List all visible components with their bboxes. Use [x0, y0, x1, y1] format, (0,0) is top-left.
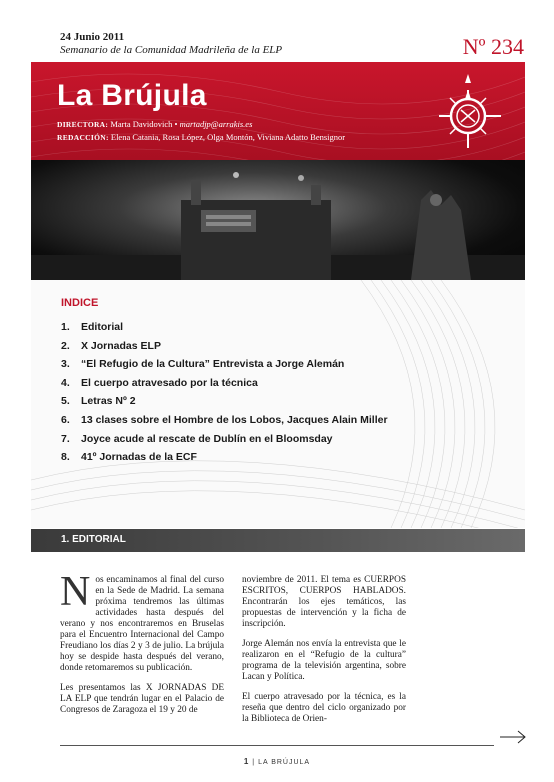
index-section — [31, 280, 525, 528]
section-header-editorial — [31, 529, 525, 552]
index-item-editorial[interactable]: 1. Editorial — [61, 321, 124, 333]
compass-rose-icon — [425, 68, 511, 154]
director-line — [57, 118, 345, 131]
article-paragraph: Jorge Alemán nos envía la entrevista que le realizaron en el “Refugio de la cultura” programa de la televisión argentina, sobre Lacan y Política. — [242, 639, 406, 682]
article-paragraph: Les presentamos las X JORNADAS DE LA ELP que tendrán lugar en el Palacio de Congresos de Zaragoza el 19 y 20 de — [60, 683, 224, 715]
section-title: 1. EDITORIAL — [61, 534, 126, 545]
header-photo — [31, 160, 525, 280]
footer-separator: | — [252, 759, 256, 766]
redaccion-names: Elena Catania, Rosa López, Olga Montón, Viviana Adatto Bensignor — [110, 132, 346, 142]
masthead-banner — [31, 62, 525, 160]
article-column-2 — [242, 575, 406, 734]
masthead-credits — [57, 118, 345, 144]
director-label: DIRECTORA: — [57, 120, 109, 129]
article-paragraph: El cuerpo atravesado por la técnica, es la reseña que dentro del ciclo organizado por la Biblioteca de Orien- — [242, 692, 406, 724]
index-list — [61, 318, 388, 467]
dropcap: N — [60, 569, 91, 615]
article-paragraph: Nos encaminamos al final del curso en la Sede de Madrid. La semana próxima tendremos las últimas actividades hasta después del verano y nos encontraremos en Bruselas para el Encuentro Internacional del Campo Freudiano los días 2 y 3 de julio. La brújula hoy se despide hasta después del verano, donde retomaremos su publicación. — [60, 569, 224, 673]
publication-subtitle: Semanario de la Comunidad Madrileña de la ELP — [60, 44, 283, 56]
index-item-joyce-bloomsday[interactable]: 7. Joyce acude al rescate de Dublín en el Bloomsday — [61, 432, 333, 445]
redaccion-label: REDACCIÓN: — [57, 133, 109, 142]
director-name: Marta Davidovich • — [110, 119, 178, 129]
page-footer — [0, 757, 554, 766]
index-item-jornadas-ecf[interactable]: 8. 41º Jornadas de la ECF — [61, 451, 197, 464]
article-paragraph: noviembre de 2011. El tema es CUERPOS ESCRITOS, CUERPOS HABLADOS. Encontrarán los ejes temáticos, las propuestas de intervención y la ficha de inscripción. — [242, 575, 406, 629]
footer-rule — [60, 745, 494, 746]
issue-number: Nº 234 — [462, 34, 524, 59]
footer-publication: LA BRÚJULA — [258, 759, 311, 766]
issue-date: 24 Junio 2011 — [60, 31, 125, 43]
index-item-hombre-lobos[interactable]: 6. 13 clases sobre el Hombre de los Lobos, Jacques Alain Miller — [61, 413, 388, 426]
article-column-1 — [60, 569, 224, 725]
building-silhouette — [31, 160, 525, 280]
arrow-right-icon[interactable] — [500, 730, 526, 744]
index-item-letras[interactable]: 5. Letras Nº 2 — [61, 395, 136, 408]
index-item-jornadas-elp[interactable]: 2. X Jornadas ELP — [61, 339, 161, 352]
masthead-title: La Brújula — [57, 79, 207, 112]
index-item-cuerpo-tecnica[interactable]: 4. El cuerpo atravesado por la técnica — [61, 376, 258, 389]
page-number: 1 — [243, 757, 250, 766]
redaccion-line — [57, 131, 345, 144]
index-title: INDICE — [61, 297, 99, 309]
director-email[interactable]: martadjp@arrakis.es — [179, 119, 253, 129]
index-item-refugio-cultura[interactable]: 3. “El Refugio de la Cultura” Entrevista a Jorge Alemán — [61, 358, 345, 371]
